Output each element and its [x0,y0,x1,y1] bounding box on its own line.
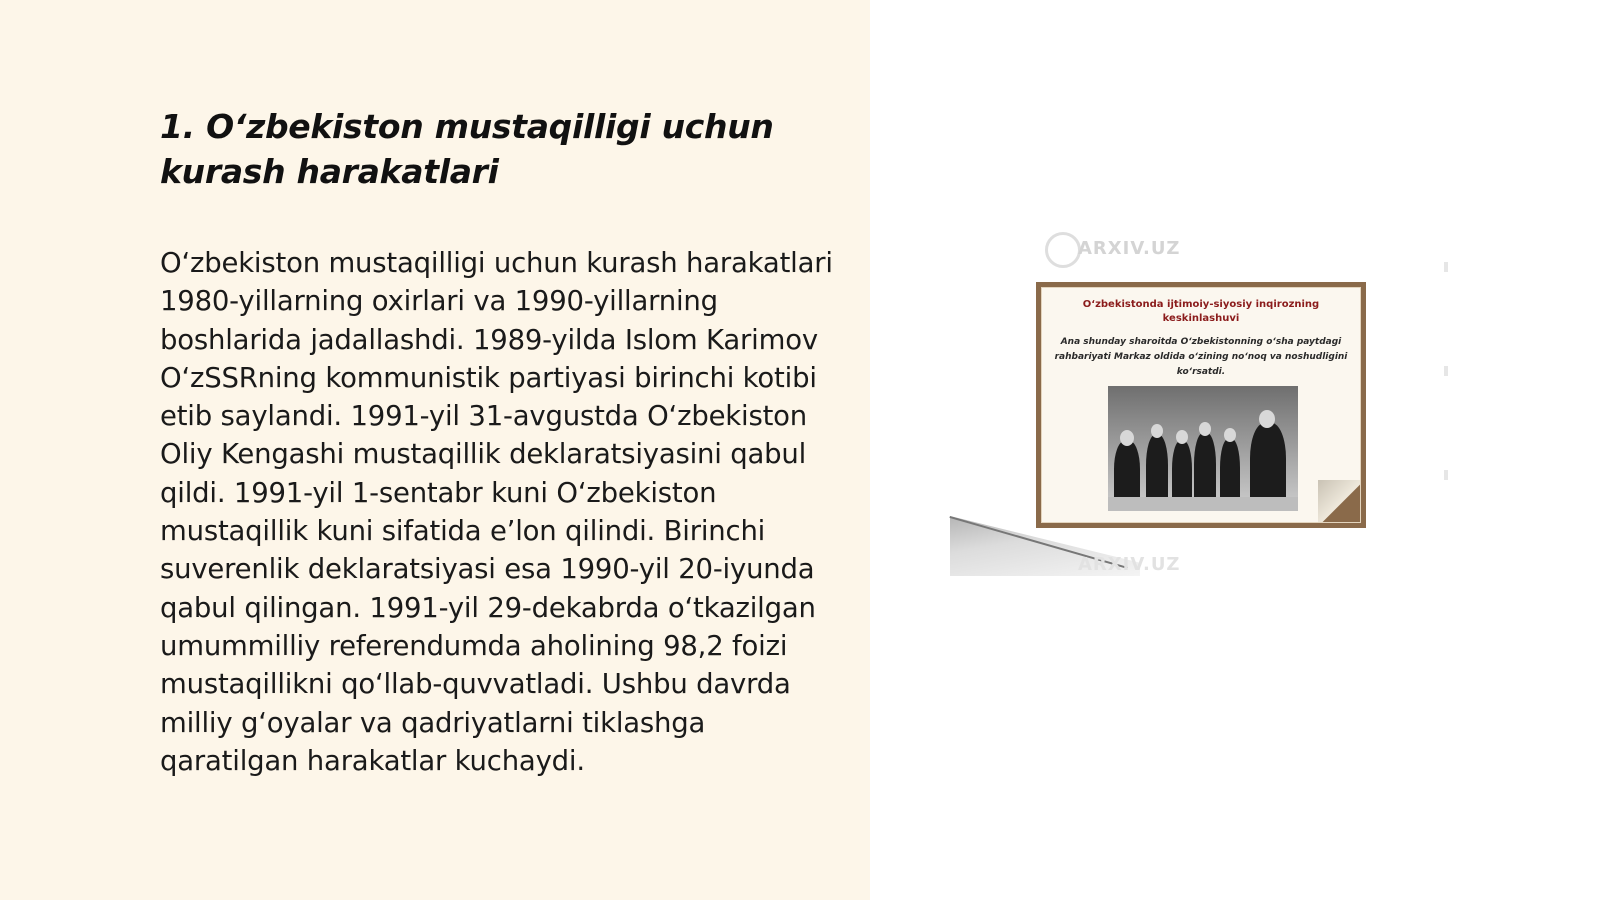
watermark-top: ARXIV.UZ [1078,238,1181,259]
historical-photo [1108,386,1298,511]
document-card-inner [1041,287,1361,523]
watermark-bottom: ARXIV.UZ [1078,554,1181,575]
document-card-caption: Ana shunday sharoitda O‘zbekistonning o‘sha paytdagi rahbariyati Markaz oldida o‘zining no‘noq va noshudligini ko‘rsatdi. [1054,337,1348,377]
photo-figure-head [1259,410,1275,428]
photo-table [1108,497,1298,511]
edge-mark [1444,262,1448,272]
watermark-magnifier-icon [1045,232,1081,268]
photo-figure-head [1176,430,1188,444]
document-card [1036,282,1366,528]
page-curl [1318,480,1360,522]
archive-image [950,232,1460,577]
photo-figure-head [1199,422,1211,436]
document-card-title: O‘zbekistonda ijtimoiy-siyosiy inqirozning keskinlashuvi [1082,299,1320,324]
photo-figure-head [1120,430,1134,446]
edge-mark [1444,470,1448,480]
photo-figure-head [1224,428,1236,442]
slide-title: 1. O‘zbekiston mustaqilligi uchun kurash harakatlari [160,107,774,191]
slide-body-text: O‘zbekiston mustaqilligi uchun kurash harakatlari 1980-yillarning oxirlari va 1990-yillarning boshlarida jadallashdi. 1989-yilda Islom Karimov O‘zSSRning kommunistik partiyasi birinchi kotibi etib saylandi. 1991-yil 31-avgustda O‘zbekiston Oliy Kengashi mustaqillik deklaratsiyasini qabul qildi. 1991-yil 1-sentabr kuni O‘zbekiston mustaqillik kuni sifatida e’lon qilindi. Birinchi suverenlik deklaratsiyasi esa 1990-yil 20-iyunda qabul qilingan. 1991-yil 29-dekabrda o‘tkazilgan umummilliy referendumda aholining 98,2 foizi mustaqillikni qo‘llab-quvvatladi. Ushbu davrda milliy g‘oyalar va qadriyatlarni tiklashga qaratilgan harakatlar kuchaydi. [160,247,833,777]
photo-figure-head [1151,424,1163,438]
edge-mark [1444,366,1448,376]
